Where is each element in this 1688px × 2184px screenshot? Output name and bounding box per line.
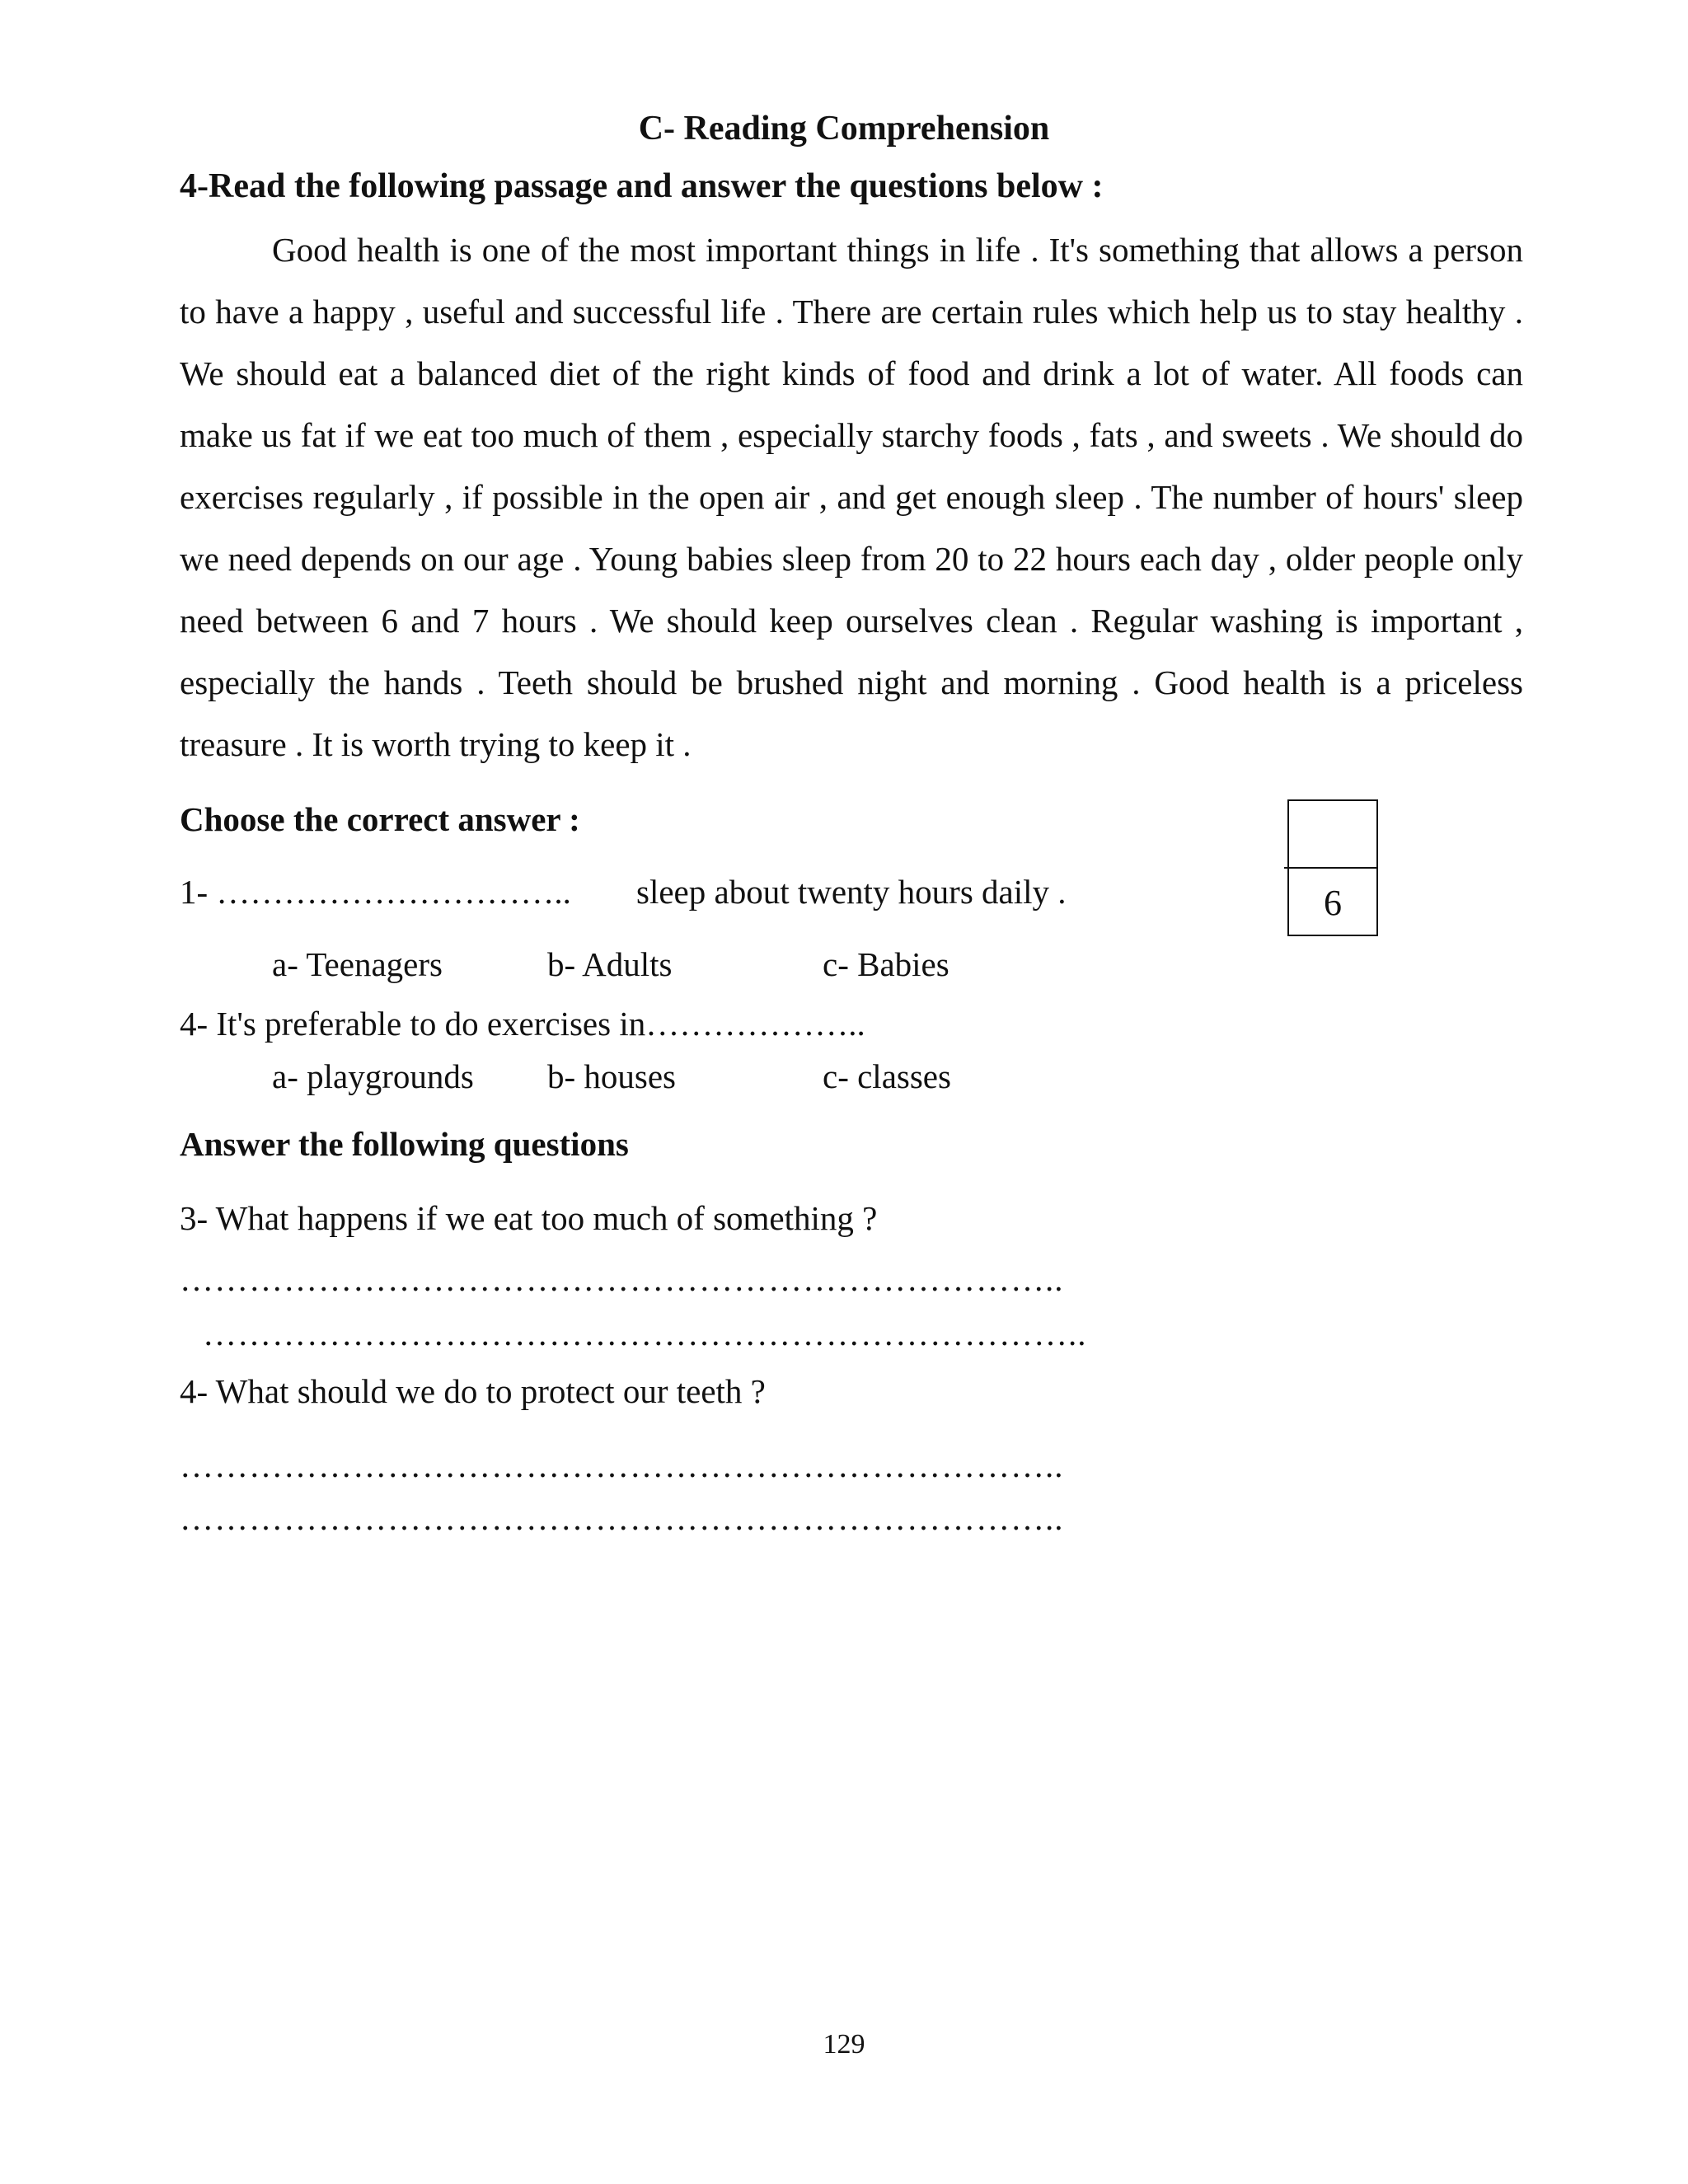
reading-passage: Good health is one of the most important things in life . It's something that allows a person to have a happy , useful and successful life . There are certain rules which help us to stay healthy . We should eat a balanced diet of the right kinds of food and drink a lot of water. All foods can make us fat if we eat too much of them , especially starchy foods , fats , and sweets . We should do exercises regularly , if possible in the open air , and get enough sleep . The number of hours' sleep we need depends on our age . Young babies sleep from 20 to 22 hours each day , older people only need between 6 and 7 hours . We should keep ourselves clean . Regular washing is important , especially the hands . Teeth should be brushed night and morning . Good health is a priceless treasure . It is worth trying to keep it .	[180, 231, 1523, 763]
score-box	[1287, 799, 1378, 936]
choose-question-1-option-a: a- Teenagers	[272, 945, 443, 983]
exercise-instruction: 4-Read the following passage and answer the questions below :	[180, 167, 1104, 205]
answer-question-3-text: 3- What happens if we eat too much of something ?	[180, 1199, 878, 1237]
choose-question-2-text: 4- It's preferable to do exercises in………………..	[180, 1005, 865, 1043]
page-number: 129	[823, 2029, 865, 2060]
choose-question-2-option-c: c- classes	[823, 1057, 951, 1095]
answer-question-3-line-1: …………………………………………………………………..	[180, 1260, 1064, 1298]
choose-question-1-text: sleep about twenty hours daily .	[636, 873, 1067, 911]
score-box-divider	[1284, 867, 1376, 869]
choose-heading: Choose the correct answer :	[180, 800, 580, 838]
choose-question-2-option-b: b- houses	[547, 1057, 677, 1095]
answer-question-4-line-2: …………………………………………………………………..	[180, 1499, 1064, 1537]
answer-heading: Answer the following questions	[180, 1125, 629, 1163]
answer-question-4-text: 4- What should we do to protect our teeth ?	[180, 1372, 766, 1410]
choose-question-1-option-c: c- Babies	[823, 945, 950, 983]
choose-question-2-option-a: a- playgrounds	[272, 1057, 474, 1095]
choose-question-1-option-b: b- Adults	[547, 945, 673, 983]
section-title: C- Reading Comprehension	[638, 110, 1050, 148]
answer-question-4-line-1: …………………………………………………………………..	[180, 1446, 1064, 1484]
choose-question-1-blank: 1- …………………………..	[180, 873, 571, 911]
answer-question-3-line-2: …………………………………………………………………..	[203, 1315, 1087, 1352]
score-value: 6	[1324, 883, 1342, 923]
